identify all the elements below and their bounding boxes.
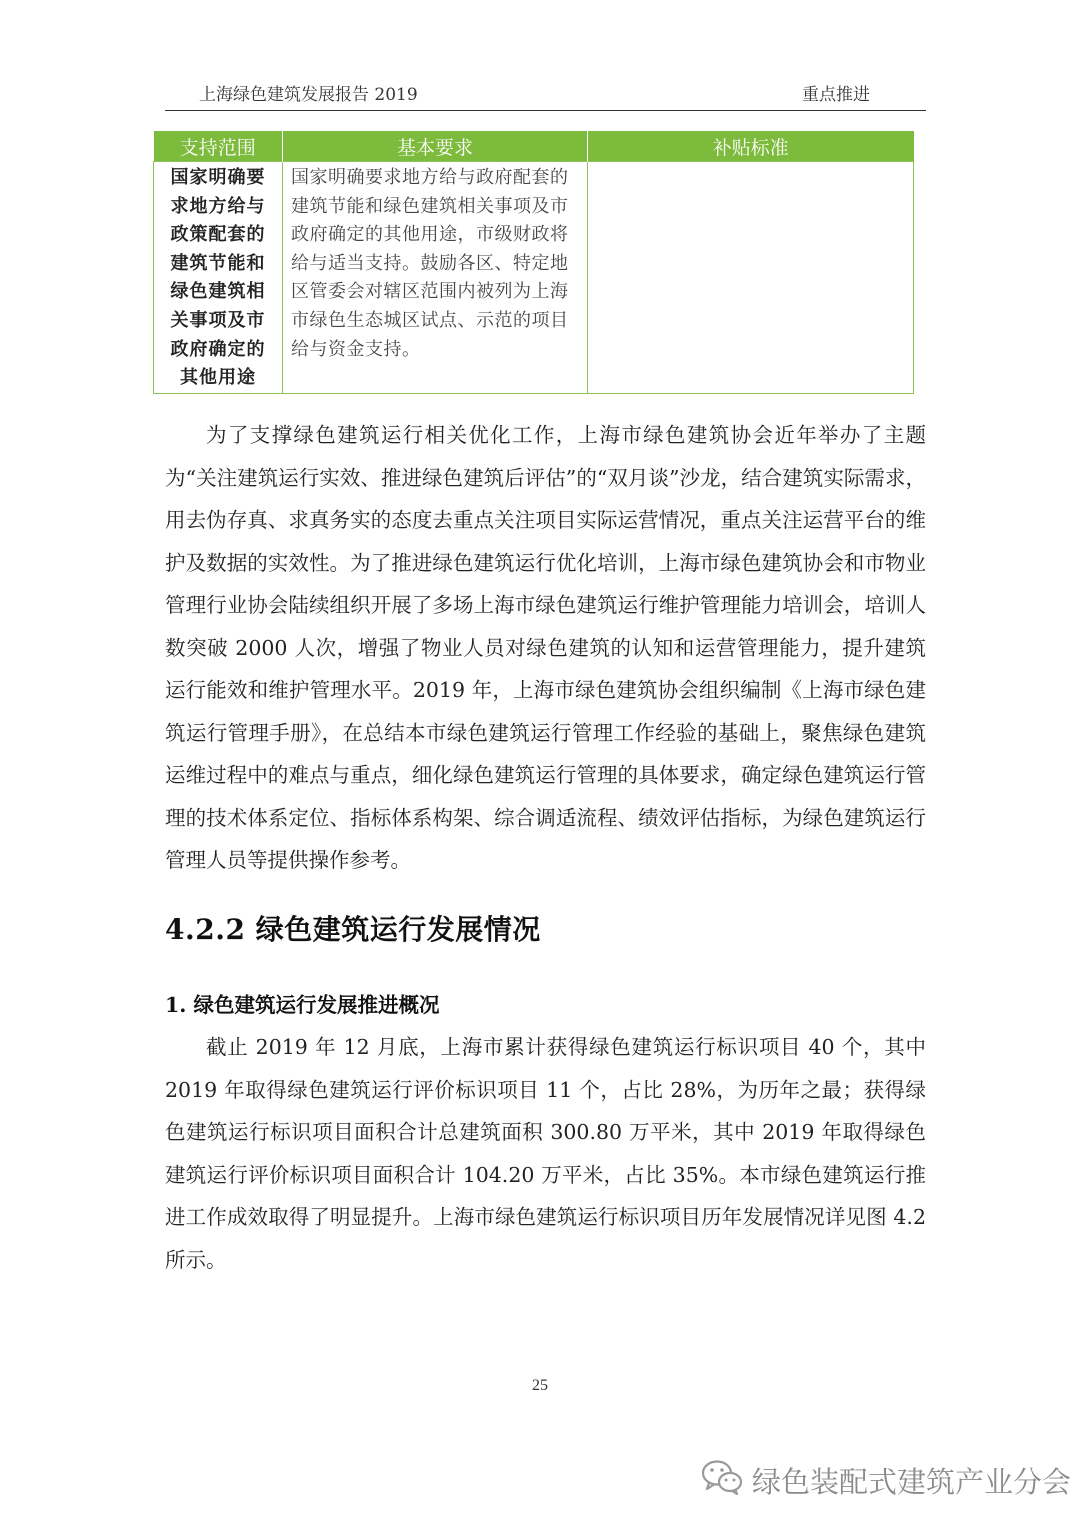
watermark-text: 绿色装配式建筑产业分会 [752,1464,1072,1499]
cell-subsidy [588,162,914,394]
body-paragraph: 为了支撑绿色建筑运行相关优化工作，上海市绿色建筑协会近年举办了主题为“关注建筑运行实效、推进绿色建筑后评估”的“双月谈”沙龙，结合建筑实际需求，用去伪存真、求真务实的态度去重点关注项目实际运营情况，重点关注运营平台的维护及数据的实效性。为了推进绿色建筑运行优化培训，上海市绿色建筑协会和市物业管理行业协会陆续组织开展了多场上海市绿色建筑运行维护管理能力培训会，培训人数突破 2000 人次，增强了物业人员对绿色建筑的认知和运营管理能力，提升建筑运行能效和维护管理水平。2019 年，上海市绿色建筑协会组织编制《上海市绿色建筑运行管理手册》，在总结本市绿色建筑运行管理工作经验的基础上，聚焦绿色建筑运维过程中的难点与重点，细化绿色建筑运行管理的具体要求，确定绿色建筑运行管理的技术体系定位、指标体系构架、综合调适流程、绩效评估指标，为绿色建筑运行管理人员等提供操作参考。 [165,423,926,872]
subsidy-table [153,131,914,394]
subsection-heading: 1. 绿色建筑运行发展推进概况 [165,993,440,1017]
section-label: 重点推进 [802,85,870,105]
table-header-row [154,131,914,162]
report-title: 上海绿色建筑发展报告 2019 [199,85,418,105]
cell-scope: 国家明确要求地方给与政策配套的建筑节能和绿色建筑相关事项及市政府确定的其他用途 [154,162,283,394]
wechat-icon [700,1457,744,1504]
watermark [700,1458,1071,1502]
section-heading: 4.2.2 绿色建筑运行发展情况 [165,913,541,946]
column-header-scope: 支持范围 [154,131,283,162]
cell-requirement: 国家明确要求地方给与政府配套的建筑节能和绿色建筑相关事项及市政府确定的其他用途，市级财政将给与适当支持。鼓励各区、特定地区管委会对辖区范围内被列为上海市绿色生态城区试点、示范的项目给与资金支持。 [283,162,588,394]
page-number: 25 [532,1377,548,1394]
body-paragraph-2: 截止 2019 年 12 月底，上海市累计获得绿色建筑运行标识项目 40 个，其中 2019 年取得绿色建筑运行评价标识项目 11 个，占比 28%，为历年之最；获得绿色建筑运行标识项目面积合计总建筑面积 300.80 万平米，其中 2019 年取得绿色建筑运行评价标识项目面积合计 104.20 万平米，占比 35%。本市绿色建筑运行推进工作成效取得了明显提升。上海市绿色建筑运行标识项目历年发展情况详见图 4.2 所示。 [165,1035,926,1272]
table-row [154,162,914,394]
column-header-subsidy: 补贴标准 [588,131,914,162]
column-header-requirement: 基本要求 [283,131,588,162]
page-header [165,74,926,111]
